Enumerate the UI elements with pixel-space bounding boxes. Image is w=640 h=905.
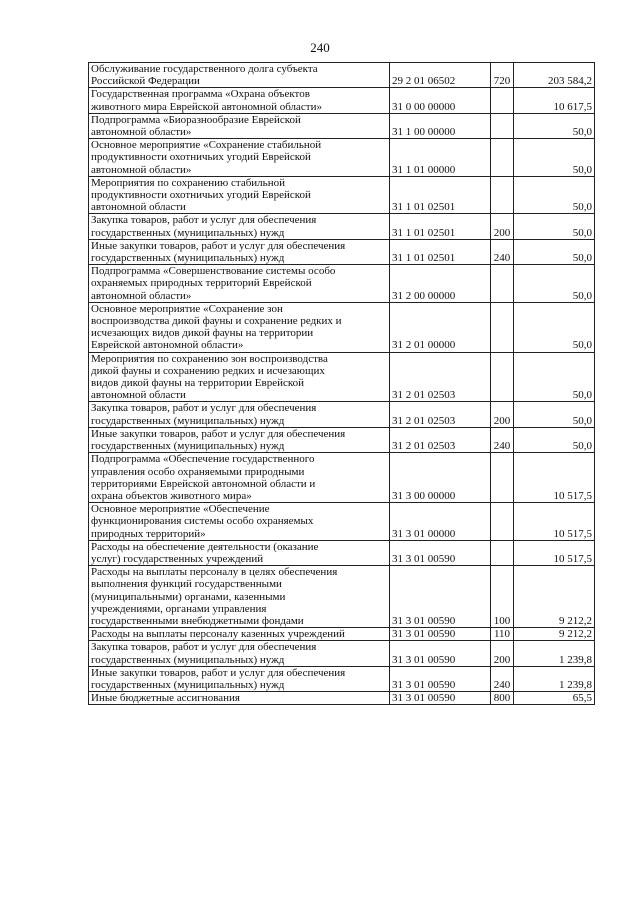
- row-name-cell: [89, 566, 390, 628]
- row-name-cell: [89, 239, 390, 264]
- row-name-line: Закупка товаров, работ и услуг для обеспечения: [91, 214, 317, 227]
- row-name-line: (муниципальными) органами, казенными: [91, 590, 286, 603]
- row-code-cell: 31 1 00 00000: [390, 113, 491, 138]
- row-name-line: Расходы на обеспечение деятельности (оказание: [91, 540, 319, 553]
- row-sum-cell: 50,0: [514, 427, 595, 452]
- row-name-line: функционирования системы особо охраняемых: [91, 515, 314, 528]
- row-name-cell: [89, 214, 390, 239]
- row-name-line: Иные закупки товаров, работ и услуг для обеспечения: [91, 239, 346, 252]
- row-name-line: управления особо охраняемыми природными: [91, 465, 305, 478]
- row-name-cell: [89, 139, 390, 177]
- row-name-line: государственных (муниципальных) нужд: [91, 226, 285, 239]
- row-code-cell: 31 3 01 00590: [390, 540, 491, 565]
- table-row: [89, 540, 595, 565]
- row-name-line: государственных (муниципальных) нужд: [91, 414, 285, 427]
- row-code-cell: 31 2 01 02503: [390, 427, 491, 452]
- row-name-line: Основное мероприятие «Обеспечение: [91, 503, 270, 516]
- page-number: 240: [310, 40, 330, 55]
- row-sum-cell: 50,0: [514, 302, 595, 352]
- row-name-line: Подпрограмма «Биоразнообразие Еврейской: [91, 113, 301, 126]
- row-expense-type-cell: [491, 453, 514, 503]
- budget-table-body: [89, 63, 595, 705]
- row-sum-cell: 50,0: [514, 352, 595, 402]
- row-sum-cell: 10 517,5: [514, 540, 595, 565]
- table-row: [89, 63, 595, 88]
- row-sum-cell: 65,5: [514, 692, 595, 705]
- table-row: [89, 113, 595, 138]
- row-code-cell: 31 1 01 02501: [390, 214, 491, 239]
- table-row: [89, 402, 595, 427]
- row-name-line: автономной области: [91, 389, 186, 402]
- row-code-cell: 31 2 01 02503: [390, 402, 491, 427]
- row-name-cell: [89, 628, 390, 641]
- row-name-cell: [89, 503, 390, 541]
- table-row: [89, 427, 595, 452]
- row-sum-cell: 10 517,5: [514, 503, 595, 541]
- row-name-line: Мероприятия по сохранению зон воспроизводства: [91, 352, 328, 365]
- table-row: [89, 88, 595, 113]
- row-name-line: дикой фауны и сохранению редких и исчезающих: [91, 364, 325, 377]
- row-expense-type-cell: 200: [491, 402, 514, 427]
- table-row: [89, 453, 595, 503]
- table-row: [89, 628, 595, 641]
- row-name-cell: [89, 88, 390, 113]
- row-name-line: воспроизводства дикой фауны и сохранение редких и: [91, 315, 342, 328]
- row-sum-cell: 50,0: [514, 265, 595, 303]
- row-name-line: Закупка товаров, работ и услуг для обеспечения: [91, 402, 317, 415]
- row-name-line: охрана объектов животного мира»: [91, 489, 252, 502]
- row-name-cell: [89, 63, 390, 88]
- row-name-line: Иные бюджетные ассигнования: [91, 692, 240, 705]
- row-expense-type-cell: [491, 302, 514, 352]
- row-name-line: Иные закупки товаров, работ и услуг для обеспечения: [91, 427, 346, 440]
- row-expense-type-cell: 240: [491, 239, 514, 264]
- table-row: [89, 503, 595, 541]
- row-name-cell: [89, 113, 390, 138]
- row-code-cell: 31 1 01 02501: [390, 239, 491, 264]
- row-expense-type-cell: [491, 503, 514, 541]
- budget-table: [88, 62, 595, 705]
- row-expense-type-cell: 240: [491, 427, 514, 452]
- row-name-line: животного мира Еврейской автономной области»: [91, 100, 323, 113]
- row-code-cell: 31 3 01 00000: [390, 503, 491, 541]
- row-sum-cell: 50,0: [514, 139, 595, 177]
- row-name-line: учреждениями, органами управления: [91, 602, 267, 615]
- row-code-cell: 31 2 01 00000: [390, 302, 491, 352]
- row-code-cell: 31 3 01 00590: [390, 628, 491, 641]
- row-expense-type-cell: 100: [491, 566, 514, 628]
- row-code-cell: 31 1 01 00000: [390, 139, 491, 177]
- row-code-cell: 31 2 01 02503: [390, 352, 491, 402]
- row-name-line: территориями Еврейской автономной области и: [91, 477, 316, 490]
- row-code-cell: 31 3 01 00590: [390, 641, 491, 666]
- row-sum-cell: 50,0: [514, 239, 595, 264]
- row-name-line: государственными внебюджетными фондами: [91, 614, 304, 627]
- row-code-cell: 31 1 01 02501: [390, 176, 491, 214]
- row-sum-cell: 10 517,5: [514, 453, 595, 503]
- row-name-line: Основное мероприятие «Сохранение стабильной: [91, 139, 322, 152]
- row-name-line: Иные закупки товаров, работ и услуг для обеспечения: [91, 666, 346, 679]
- row-expense-type-cell: [491, 88, 514, 113]
- row-expense-type-cell: 800: [491, 692, 514, 705]
- table-row: [89, 265, 595, 303]
- row-name-line: природных территорий»: [91, 527, 206, 540]
- row-name-cell: [89, 692, 390, 705]
- row-name-line: Расходы на выплаты персоналу казенных учреждений: [91, 628, 345, 641]
- row-expense-type-cell: [491, 113, 514, 138]
- row-name-line: видов дикой фауны на территории Еврейской: [91, 377, 305, 390]
- row-name-line: Подпрограмма «Совершенствование системы особо: [91, 265, 336, 278]
- row-name-line: государственных (муниципальных) нужд: [91, 653, 285, 666]
- row-name-line: Основное мероприятие «Сохранение зон: [91, 302, 283, 315]
- row-name-line: государственных (муниципальных) нужд: [91, 440, 285, 453]
- row-name-cell: [89, 176, 390, 214]
- row-sum-cell: 9 212,2: [514, 566, 595, 628]
- row-code-cell: 31 3 01 00590: [390, 666, 491, 691]
- row-expense-type-cell: 110: [491, 628, 514, 641]
- row-code-cell: 31 3 00 00000: [390, 453, 491, 503]
- row-expense-type-cell: 200: [491, 641, 514, 666]
- row-sum-cell: 50,0: [514, 176, 595, 214]
- row-name-line: Государственная программа «Охрана объектов: [91, 88, 310, 101]
- table-row: [89, 666, 595, 691]
- row-name-line: Подпрограмма «Обеспечение государственного: [91, 453, 315, 466]
- row-name-cell: [89, 302, 390, 352]
- row-expense-type-cell: [491, 540, 514, 565]
- row-name-line: автономной области: [91, 201, 186, 214]
- row-sum-cell: 9 212,2: [514, 628, 595, 641]
- table-row: [89, 176, 595, 214]
- row-sum-cell: 1 239,8: [514, 666, 595, 691]
- row-name-cell: [89, 265, 390, 303]
- row-expense-type-cell: [491, 265, 514, 303]
- row-name-line: охраняемых природных территорий Еврейской: [91, 277, 312, 290]
- row-name-line: Обслуживание государственного долга субъекта: [91, 63, 318, 75]
- row-expense-type-cell: [491, 176, 514, 214]
- row-name-cell: [89, 666, 390, 691]
- row-name-line: Еврейской автономной области»: [91, 339, 244, 352]
- row-expense-type-cell: 720: [491, 63, 514, 88]
- row-sum-cell: 50,0: [514, 113, 595, 138]
- row-expense-type-cell: [491, 139, 514, 177]
- row-name-cell: [89, 540, 390, 565]
- row-sum-cell: 1 239,8: [514, 641, 595, 666]
- row-name-line: автономной области»: [91, 163, 192, 176]
- row-code-cell: 31 3 01 00590: [390, 566, 491, 628]
- row-expense-type-cell: [491, 352, 514, 402]
- row-name-cell: [89, 641, 390, 666]
- table-row: [89, 139, 595, 177]
- row-sum-cell: 50,0: [514, 214, 595, 239]
- row-name-line: автономной области»: [91, 289, 192, 302]
- table-row: [89, 239, 595, 264]
- row-sum-cell: 10 617,5: [514, 88, 595, 113]
- row-sum-cell: 50,0: [514, 402, 595, 427]
- row-sum-cell: 203 584,2: [514, 63, 595, 88]
- row-name-line: Расходы на выплаты персоналу в целях обеспечения: [91, 566, 338, 579]
- row-code-cell: 31 3 01 00590: [390, 692, 491, 705]
- table-row: [89, 302, 595, 352]
- row-name-cell: [89, 427, 390, 452]
- table-row: [89, 692, 595, 705]
- row-code-cell: 31 2 00 00000: [390, 265, 491, 303]
- row-name-line: Российской Федерации: [91, 75, 200, 88]
- row-code-cell: 29 2 01 06502: [390, 63, 491, 88]
- row-name-line: выполнения функций государственными: [91, 578, 282, 591]
- row-code-cell: 31 0 00 00000: [390, 88, 491, 113]
- table-row: [89, 566, 595, 628]
- row-name-cell: [89, 402, 390, 427]
- row-name-cell: [89, 453, 390, 503]
- row-name-line: государственных (муниципальных) нужд: [91, 252, 285, 265]
- table-row: [89, 214, 595, 239]
- row-expense-type-cell: 240: [491, 666, 514, 691]
- row-name-cell: [89, 352, 390, 402]
- row-name-line: Мероприятия по сохранению стабильной: [91, 176, 285, 189]
- row-name-line: исчезающих видов дикой фауны на территории: [91, 327, 314, 340]
- row-name-line: государственных (муниципальных) нужд: [91, 678, 285, 691]
- row-expense-type-cell: 200: [491, 214, 514, 239]
- row-name-line: продуктивности охотничьих угодий Еврейской: [91, 151, 311, 164]
- row-name-line: Закупка товаров, работ и услуг для обеспечения: [91, 641, 317, 654]
- row-name-line: автономной области»: [91, 126, 192, 139]
- table-row: [89, 641, 595, 666]
- row-name-line: услуг) государственных учреждений: [91, 552, 264, 565]
- table-row: [89, 352, 595, 402]
- row-name-line: продуктивности охотничьих угодий Еврейской: [91, 189, 311, 202]
